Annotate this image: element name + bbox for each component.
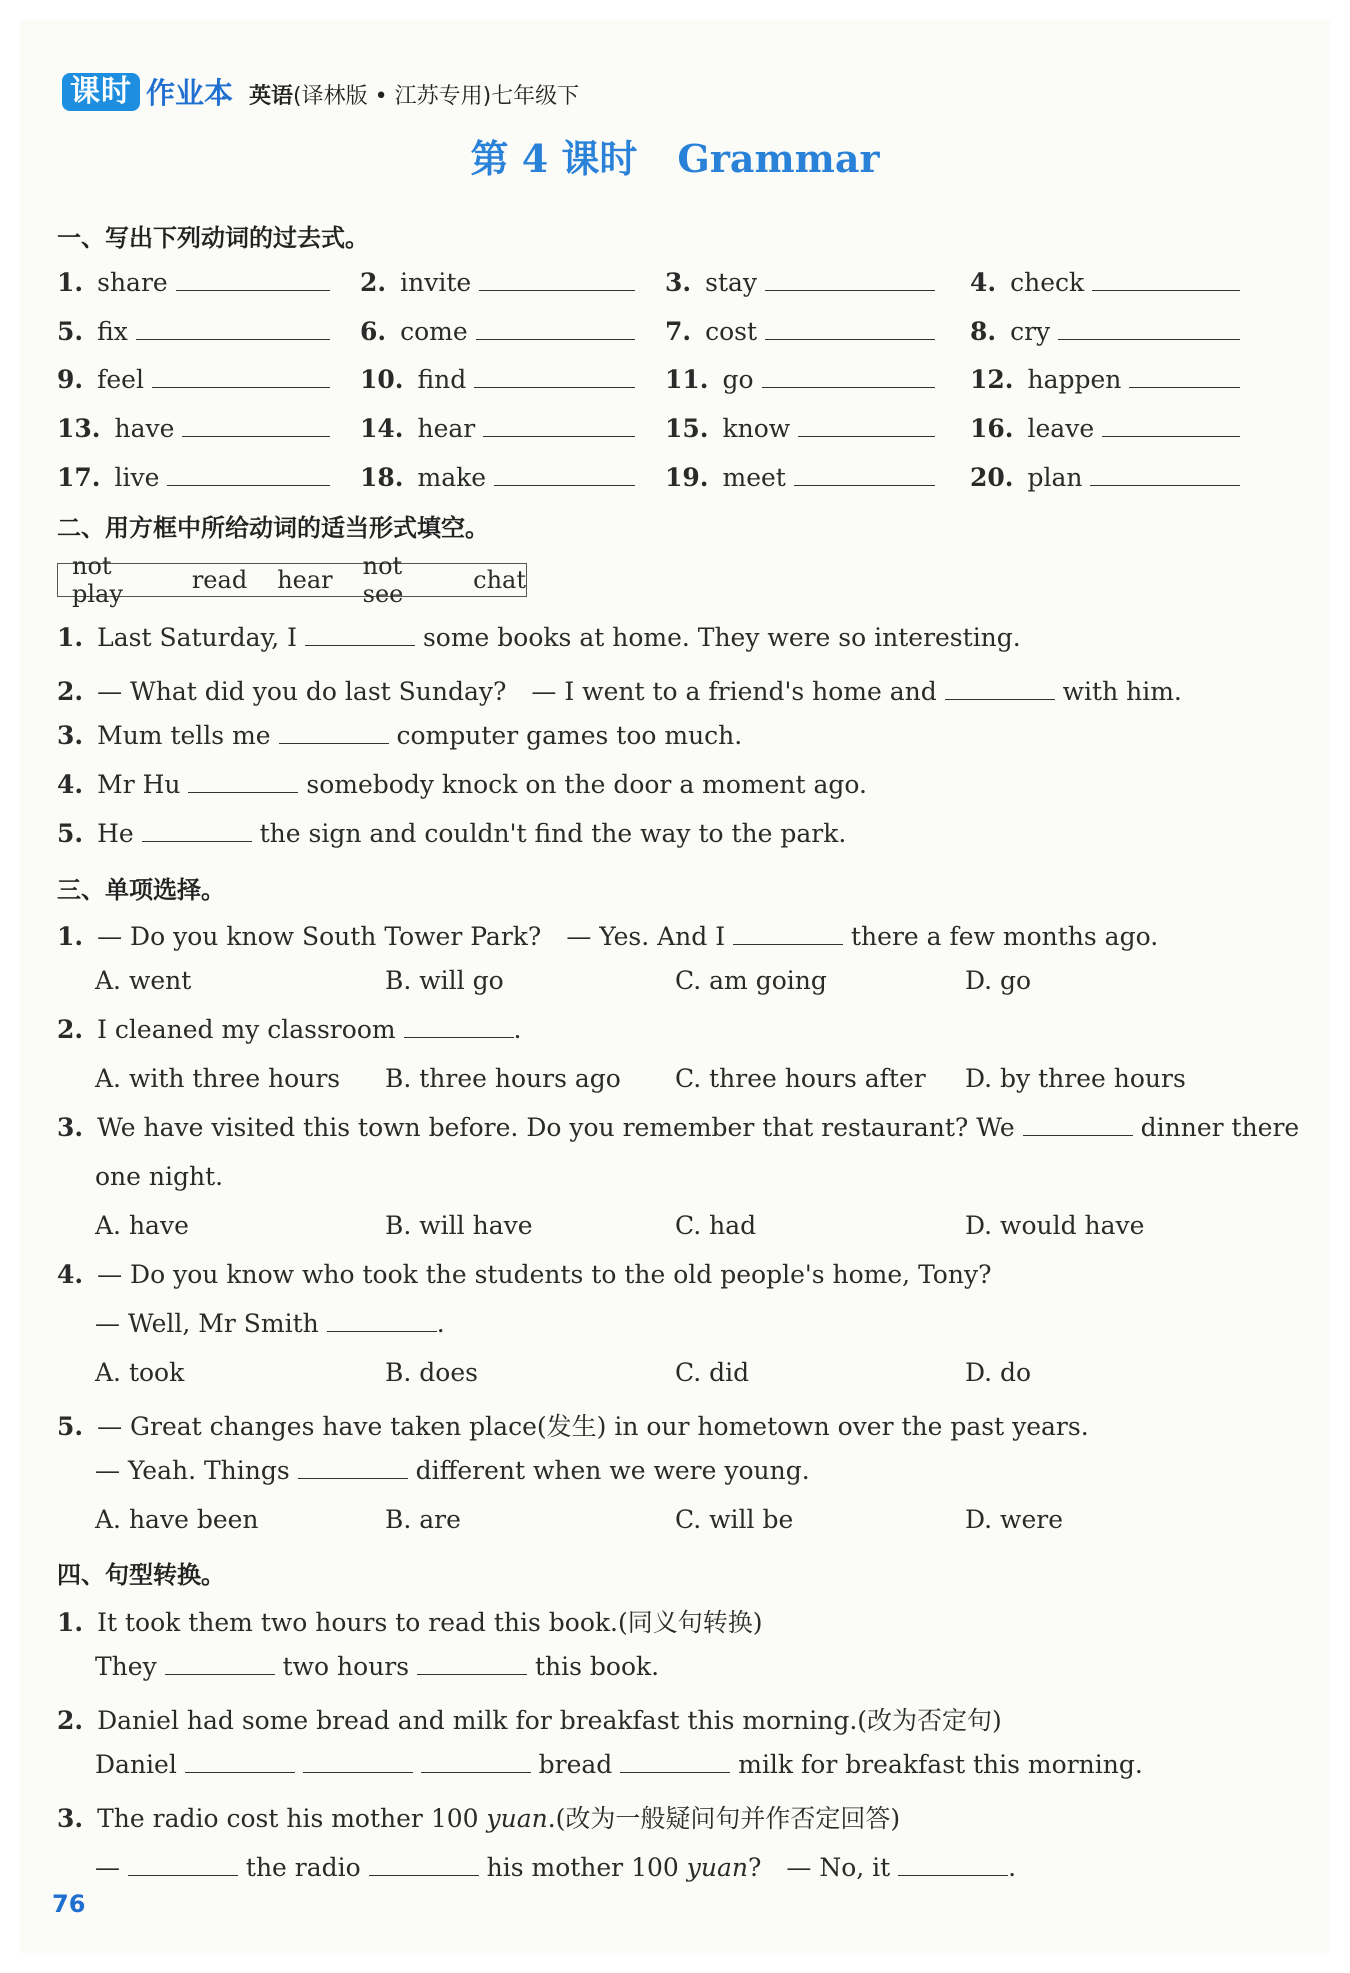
answer-blank[interactable] [128,1853,238,1876]
option-b[interactable]: B. are [385,1505,461,1534]
verb-item: 18. make [360,463,635,492]
answer-blank[interactable] [1023,1113,1133,1136]
answer-blank[interactable] [165,1652,275,1675]
option-d[interactable]: D. go [965,966,1032,995]
section-2-heading: 二、用方框中所给动词的适当形式填空。 [57,514,489,542]
answer-blank[interactable] [1058,317,1240,340]
option-d[interactable]: D. by three hours [965,1064,1186,1093]
verb-item: 4. check [970,268,1240,297]
word-box-item: not see [362,552,404,608]
verb-item: 3. stay [665,268,935,297]
page-title [0,128,1350,183]
verb-item: 16. leave [970,414,1240,443]
lesson-topic: Grammar [677,136,880,181]
verb-item: 8. cry [970,317,1240,346]
choice-question: 5. — Great changes have taken place(发生) in our hometown over the past years. [57,1412,1089,1441]
answer-blank[interactable] [1090,463,1240,486]
header [62,68,579,112]
question-continuation: — Well, Mr Smith . [95,1309,445,1338]
verb-item: 11. go [665,365,935,394]
answer-blank[interactable] [279,721,389,744]
option-b[interactable]: B. three hours ago [385,1064,621,1093]
choice-question: 1. — Do you know South Tower Park? — Yes. And I there a few months ago. [57,922,1159,951]
answer-blank[interactable] [898,1853,1008,1876]
answer-blank[interactable] [327,1309,437,1332]
answer-blank[interactable] [798,414,935,437]
transform-answer: — the radio his mother 100 yuan? — No, it . [95,1853,1017,1882]
word-box [57,552,527,608]
answer-blank[interactable] [417,1652,527,1675]
answer-blank[interactable] [765,268,935,291]
page-number: 76 [52,1890,86,1918]
answer-blank[interactable] [479,268,635,291]
verb-item: 14. hear [360,414,635,443]
option-d[interactable]: D. do [965,1358,1032,1387]
answer-blank[interactable] [188,770,298,793]
lesson-number: 第 4 课时 [470,136,638,181]
option-a[interactable]: A. have been [95,1505,259,1534]
fill-question: 1. Last Saturday, I some books at home. They were so interesting. [57,623,1021,652]
answer-blank[interactable] [298,1456,408,1479]
verb-item: 2. invite [360,268,635,297]
answer-blank[interactable] [945,677,1055,700]
section-4-heading: 四、句型转换。 [57,1561,225,1589]
answer-blank[interactable] [483,414,635,437]
question-continuation: one night. [95,1162,224,1191]
verb-item: 6. come [360,317,635,346]
word-box-item: chat [473,566,526,594]
answer-blank[interactable] [794,463,935,486]
word-box-item: read [191,566,248,594]
choice-question: 2. I cleaned my classroom . [57,1015,522,1044]
option-b[interactable]: B. does [385,1358,478,1387]
word-box-item: not play [72,552,123,608]
answer-blank[interactable] [762,365,935,388]
option-c[interactable]: C. am going [675,966,827,995]
answer-blank[interactable] [620,1750,730,1773]
word-box-item: hear [277,566,333,594]
option-c[interactable]: C. three hours after [675,1064,926,1093]
verb-item: 15. know [665,414,935,443]
answer-blank[interactable] [136,317,330,340]
answer-blank[interactable] [176,268,330,291]
book-subject: 英语(译林版 • 江苏专用)七年级下 [249,84,580,109]
verb-item: 10. find [360,365,635,394]
answer-blank[interactable] [182,414,330,437]
answer-blank[interactable] [476,317,635,340]
verb-item: 20. plan [970,463,1240,492]
verb-item: 7. cost [665,317,935,346]
verb-item: 12. happen [970,365,1240,394]
verb-item: 19. meet [665,463,935,492]
section-1-heading: 一、写出下列动词的过去式。 [57,224,369,252]
option-a[interactable]: A. went [95,966,192,995]
verb-item: 1. share [57,268,330,297]
answer-blank[interactable] [1129,365,1240,388]
answer-blank[interactable] [369,1853,479,1876]
option-c[interactable]: C. will be [675,1505,794,1534]
answer-blank[interactable] [404,1015,514,1038]
answer-blank[interactable] [142,819,252,842]
option-c[interactable]: C. had [675,1211,757,1240]
verb-item: 13. have [57,414,330,443]
answer-blank[interactable] [1092,268,1240,291]
option-d[interactable]: D. were [965,1505,1063,1534]
publisher-logo [62,71,233,112]
verb-item: 17. live [57,463,330,492]
answer-blank[interactable] [494,463,635,486]
answer-blank[interactable] [765,317,935,340]
option-d[interactable]: D. would have [965,1211,1145,1240]
choice-question: 3. We have visited this town before. Do you remember that restaurant? We dinner there [57,1113,1300,1142]
transform-question: 3. The radio cost his mother 100 yuan.(改为一般疑问句并作否定回答) [57,1804,901,1833]
section-3-heading: 三、单项选择。 [57,876,225,904]
answer-blank[interactable] [474,365,635,388]
answer-blank[interactable] [733,922,843,945]
option-b[interactable]: B. will have [385,1211,533,1240]
question-continuation: — Yeah. Things different when we were young. [95,1456,810,1485]
answer-blank[interactable] [303,1750,413,1773]
fill-question: 4. Mr Hu somebody knock on the door a moment ago. [57,770,867,799]
option-b[interactable]: B. will go [385,966,504,995]
answer-blank[interactable] [305,623,415,646]
answer-blank[interactable] [152,365,330,388]
option-a[interactable]: A. have [95,1211,189,1240]
fill-question: 2. — What did you do last Sunday? — I went to a friend's home and with him. [57,677,1182,706]
transform-question: 2. Daniel had some bread and milk for breakfast this morning.(改为否定句) [57,1706,1002,1735]
option-a[interactable]: A. with three hours [95,1064,341,1093]
answer-blank[interactable] [421,1750,531,1773]
verb-item: 5. fix [57,317,330,346]
logo-mark: 课时 [62,73,140,111]
answer-blank[interactable] [185,1750,295,1773]
transform-question: 1. It took them two hours to read this book.(同义句转换) [57,1608,763,1637]
brand-name: 作业本 [146,76,234,110]
option-c[interactable]: C. did [675,1358,750,1387]
transform-answer: Daniel bread milk for breakfast this morning. [95,1750,1143,1779]
choice-question: 4. — Do you know who took the students to the old people's home, Tony? [57,1260,992,1289]
option-a[interactable]: A. took [95,1358,185,1387]
transform-answer: They two hours this book. [95,1652,660,1681]
verb-item: 9. feel [57,365,330,394]
fill-question: 3. Mum tells me computer games too much. [57,721,743,750]
answer-blank[interactable] [167,463,330,486]
answer-blank[interactable] [1102,414,1240,437]
fill-question: 5. He the sign and couldn't find the way to the park. [57,819,847,848]
